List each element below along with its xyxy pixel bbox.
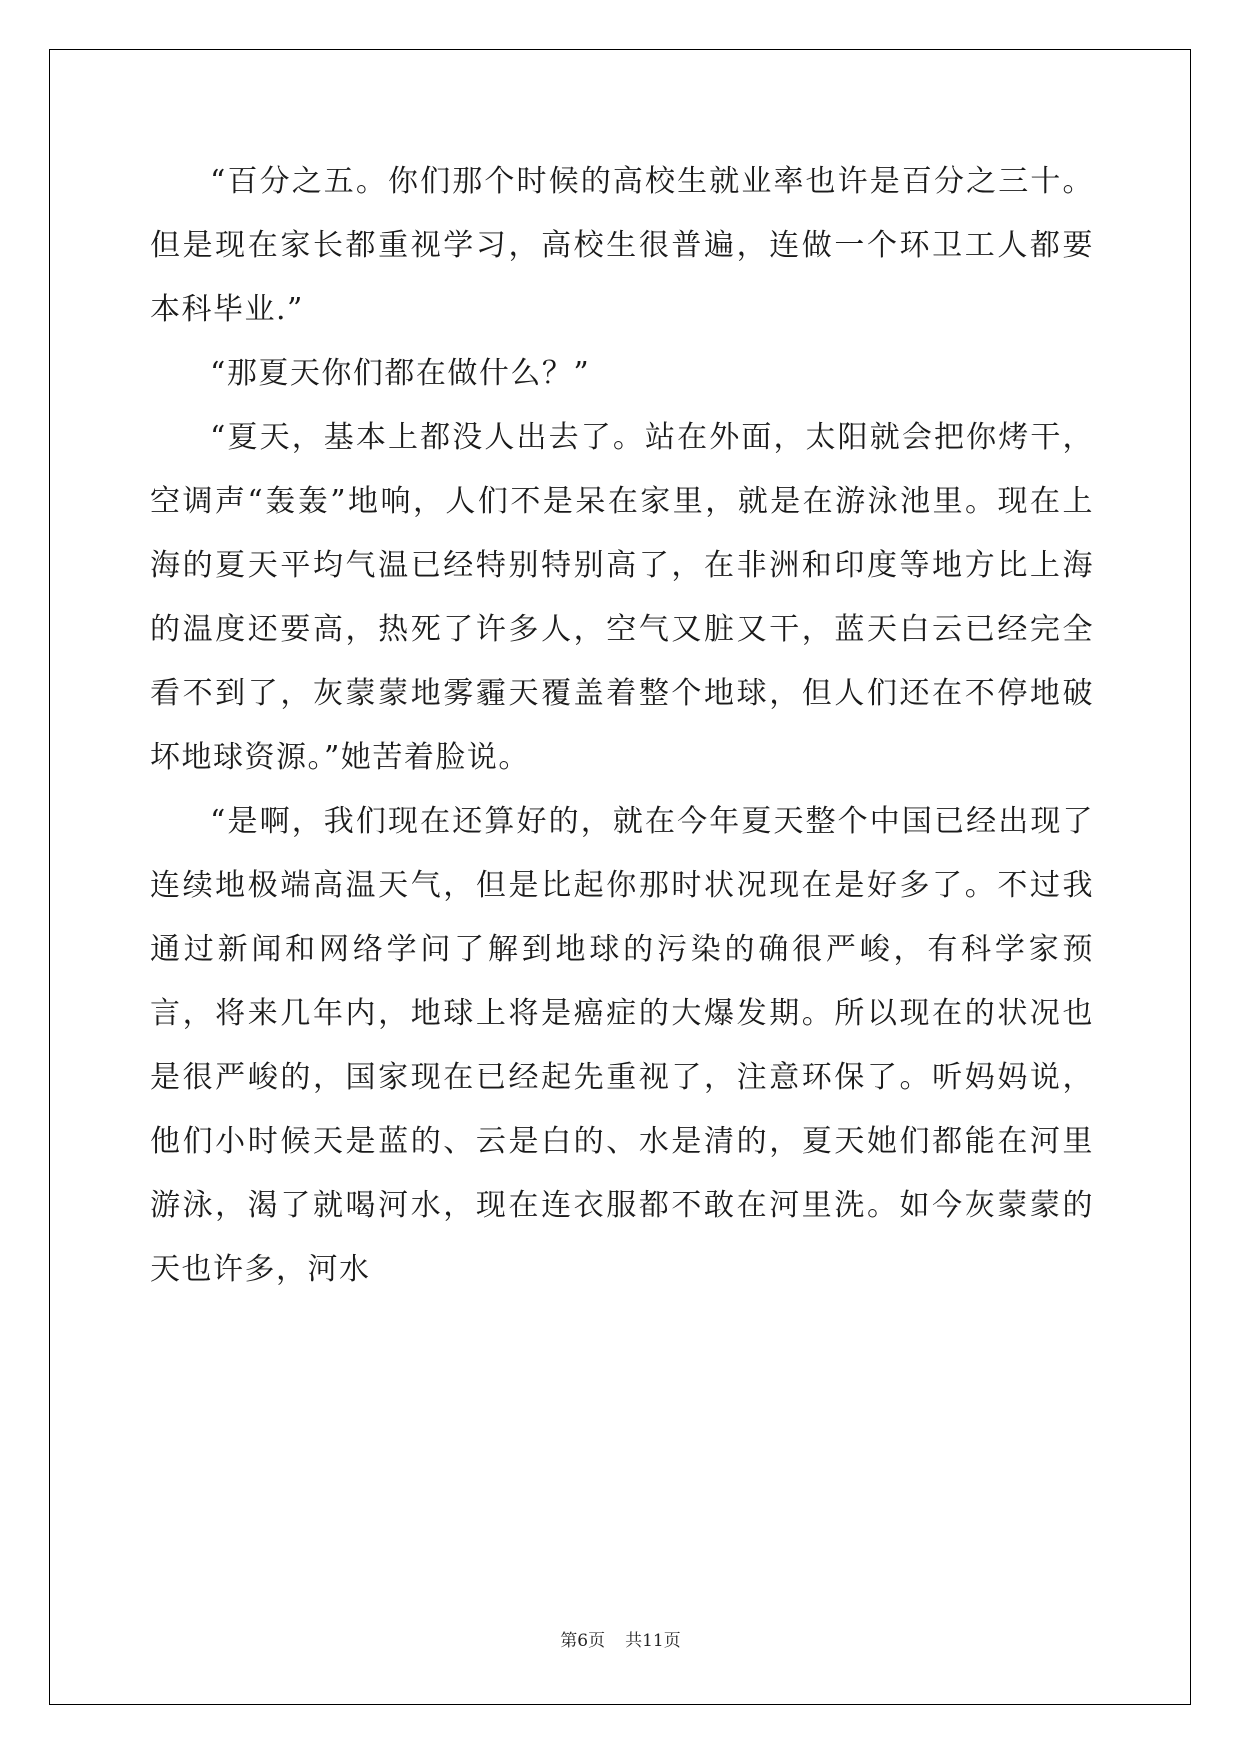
page-footer [0,1626,1241,1651]
document-body [150,150,1094,1302]
paragraph-1: “百分之五。你们那个时候的高校生就业率也许是百分之三十。但是现在家长都重视学习，高校生很普遍，连做一个环卫工人都要本科毕业.” [150,164,1094,327]
page-number-current: 第6页 [560,1631,606,1651]
paragraph-2: “那夏天你们都在做什么？” [210,356,591,391]
paragraph-4: “是啊，我们现在还算好的，就在今年夏天整个中国已经出现了连续地极端高温天气，但是比起你那时状况现在是好多了。不过我通过新闻和网络学问了解到地球的污染的确很严峻，有科学家预言，将来几年内，地球上将是癌症的大爆发期。所以现在的状况也是很严峻的，国家现在已经起先重视了，注意环保了。听妈妈说，他们小时候天是蓝的、云是白的、水是清的，夏天她们都能在河里游泳，渴了就喝河水，现在连衣服都不敢在河里洗。如今灰蒙蒙的天也许多，河水 [150,804,1094,1287]
paragraph-3: “夏天，基本上都没人出去了。站在外面，太阳就会把你烤干，空调声“轰轰”地响，人们不是呆在家里，就是在游泳池里。现在上海的夏天平均气温已经特别特别高了，在非洲和印度等地方比上海的温度还要高，热死了许多人，空气又脏又干，蓝天白云已经完全看不到了，灰蒙蒙地雾霾天覆盖着整个地球，但人们还在不停地破坏地球资源。”她苦着脸说。 [150,420,1094,775]
page-number-total: 共11页 [625,1631,681,1651]
